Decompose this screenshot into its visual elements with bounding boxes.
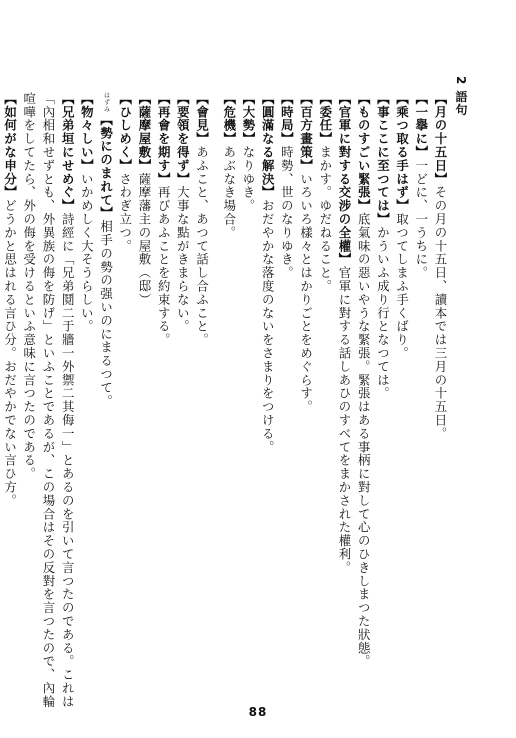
vocab-definition: 薩摩藩主の屋敷（邸） (136, 172, 152, 307)
vocab-entry (173, 92, 192, 712)
vocab-definition: さわぎ立つ。 (117, 172, 133, 253)
vocab-definition: 時勢、世のなりゆき。 (279, 145, 295, 280)
vocab-definition: 相手の勢の强いのにまるつて。 (98, 220, 114, 408)
vocab-definition: いかめしく大そうらしい。 (79, 172, 95, 334)
vocab-definition: あぶなき場合。 (221, 145, 237, 240)
vocab-term: 【要領を得ず】 (175, 92, 191, 186)
vocab-term: 【ものすごい緊張】 (356, 92, 372, 213)
vocab-entry (135, 92, 154, 712)
vocab-entry (239, 92, 258, 712)
vocab-term: 【物々しい】 (79, 92, 95, 173)
vocab-term: 【乘つ取る手はず】 (394, 92, 410, 213)
column-gap (212, 92, 220, 712)
vocab-entry (192, 92, 211, 712)
vocab-term: 【勢にのまれて】 (98, 113, 114, 221)
vocab-term: 【圓滿なる解決】 (260, 92, 276, 200)
vocab-definition: 取つてしまふ手くばり。 (394, 212, 410, 361)
vocab-definition: 一どに、一うちに。 (413, 159, 429, 280)
vocab-definition: どうかと思はれる言ひ分。おだやかでない言ひ方。 (2, 199, 18, 508)
vocab-entry (335, 92, 354, 712)
vocab-term: 【會見】 (194, 92, 210, 146)
vocab-entry (20, 92, 78, 712)
page-number: 88 (248, 705, 268, 719)
ruby-annotation: はずみ (102, 92, 110, 113)
vocab-term: 【月の十五日】 (433, 92, 448, 186)
vocab-term: 【百方畫策】 (298, 92, 314, 173)
vocab-entry (296, 92, 315, 712)
vocab-term: 【官軍に對する交涉の全權】 (336, 92, 352, 267)
vocab-definition: 詩經に「兄弟鬩二于牆一外禦二其侮一」とあるのを引いて言つたのである。これは「內相和せずとも、外異族の侮を防げ」といふことであるが、この場合はその反對を言つたので、內輪喧嘩をしてたら、外の侮を受けるといふ意味に言つたのである。 (21, 92, 76, 709)
section-heading: 2 語句 (454, 76, 468, 117)
vocab-term: 【危機】 (221, 92, 237, 146)
vocab-entry (412, 92, 431, 712)
vocab-term: 【一擧に】 (413, 92, 429, 159)
vocab-entry (354, 92, 373, 712)
vocab-definition: 大事な點がきまらない。 (175, 185, 191, 334)
vocab-definition: かういふ成り行となつては。 (375, 226, 391, 401)
vocab-definition: なりゆき。 (240, 145, 256, 213)
vocab-term: 【大勢】 (240, 92, 256, 146)
vocab-entry (77, 92, 96, 712)
vocab-definition: おだやかな落度のないをさまりをつける。 (260, 199, 276, 454)
vocab-entry (277, 92, 296, 712)
vocab-entry (258, 92, 277, 712)
vocab-definition: 再びあふことを約束する。 (156, 185, 172, 347)
vocab-definition: あふこと、あつて話し合ふこと。 (194, 145, 210, 347)
vocab-term: 【委任】 (317, 92, 333, 146)
vocab-term: 【再會を期す】 (156, 92, 172, 186)
vocabulary-list (0, 92, 450, 712)
vocab-entry (154, 92, 173, 712)
vocab-term: 【時局】 (279, 92, 295, 146)
vocab-term: 【事ここに至つては】 (375, 92, 391, 226)
vocab-definition: その月の十五日、讀本では三月の十五日。 (433, 185, 448, 441)
vocab-entry (220, 92, 239, 712)
vocab-term: 【如何がな申分】 (2, 92, 18, 200)
vocab-definition: いろいろ樣々とはかりごとをめぐらす。 (298, 172, 314, 414)
vocab-entry (116, 92, 135, 712)
vocab-definition: 官軍に對する話しあひのすべてをまかされた權利。 (336, 266, 352, 575)
vocab-definition: 底氣味の惡いやうな緊張。緊張はある事柄に對して心のひきしまつた狀態。 (356, 212, 372, 669)
vocab-entry (431, 92, 450, 712)
vocab-entry (96, 92, 115, 712)
vocab-term: 【薩摩屋敷】 (136, 92, 152, 173)
vocab-entry (373, 92, 392, 712)
vocab-term: 【兄弟垣にせめぐ】 (60, 92, 76, 213)
vocab-definition: まかす。ゆだねること。 (317, 145, 333, 294)
vocab-entry (392, 92, 411, 712)
vocab-term: 【ひしめく】 (117, 92, 133, 173)
vocab-entry (0, 92, 19, 712)
vocab-entry (316, 92, 335, 712)
